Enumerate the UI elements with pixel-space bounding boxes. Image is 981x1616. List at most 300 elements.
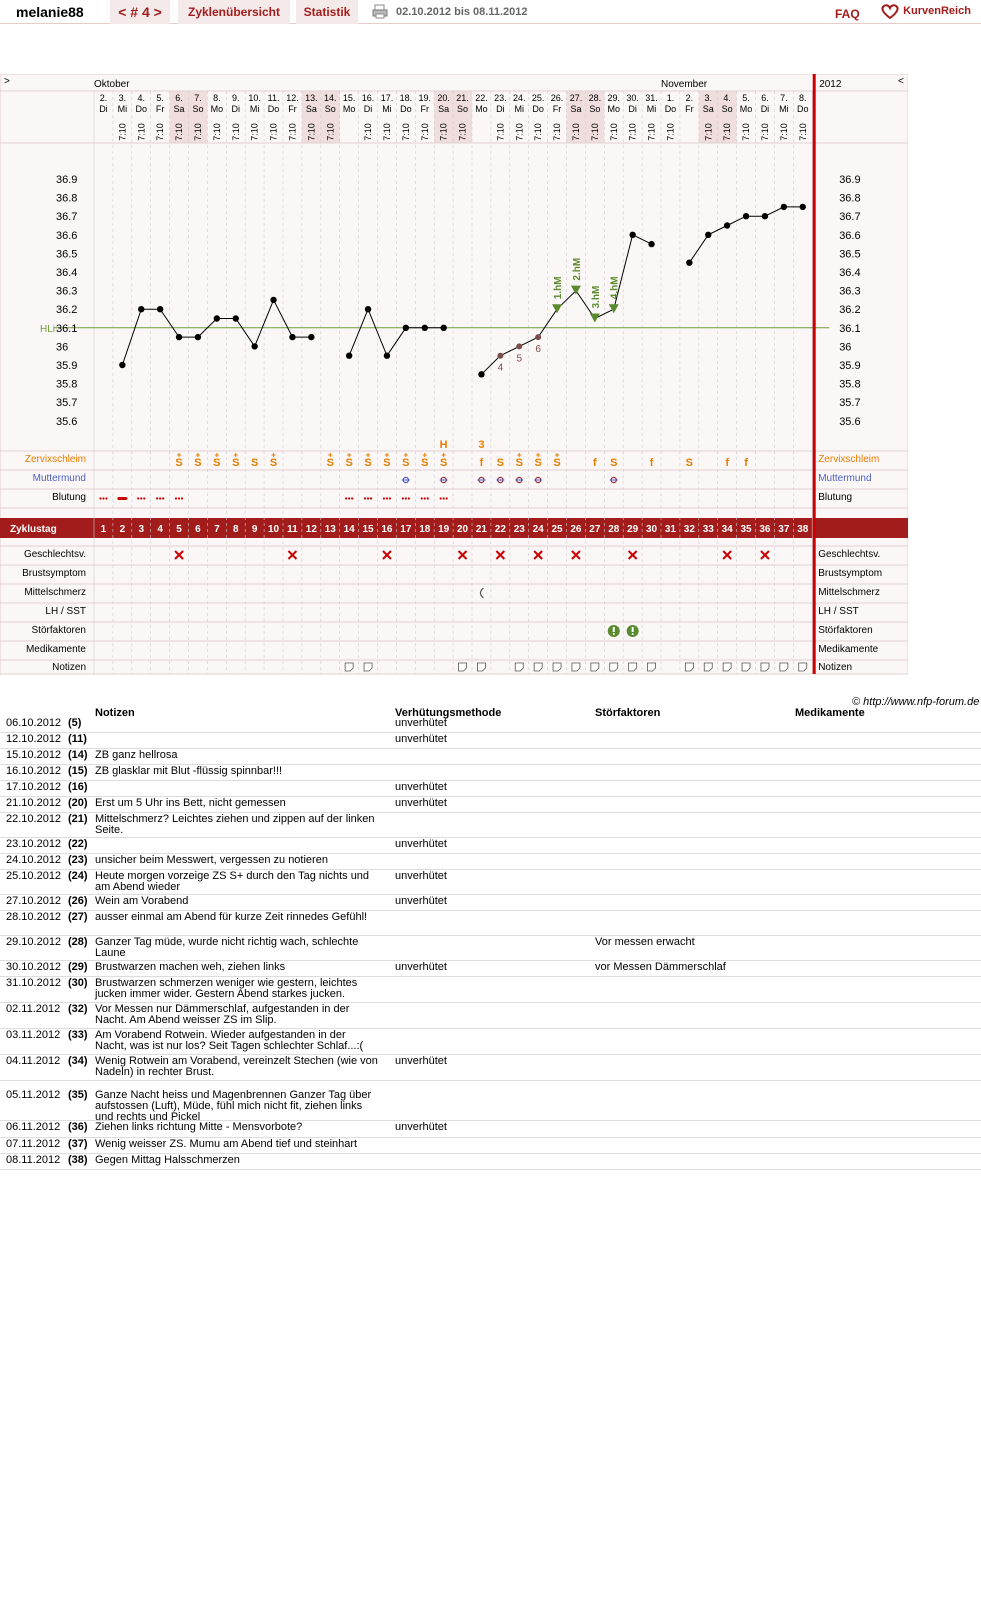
measure-time: 7:10	[759, 123, 770, 141]
note-contraception: unverhütet	[395, 1121, 447, 1133]
temperature-point	[384, 353, 390, 359]
y-tick-left: 35.9	[56, 360, 78, 372]
weekday-label: Do	[135, 104, 148, 114]
notes-header-notizen: Notizen	[95, 707, 135, 719]
count-label: 6	[535, 344, 541, 356]
disturbance-icon-bar	[632, 627, 634, 632]
y-tick-right: 35.6	[839, 415, 861, 428]
temperature-point	[119, 362, 125, 368]
cycle-day-number: 7	[214, 524, 220, 535]
measure-time: 7:10	[211, 123, 222, 141]
day-number: 7.	[780, 93, 788, 103]
measure-time: 7:10	[778, 123, 789, 141]
statistics-button[interactable]: Statistik	[296, 0, 358, 24]
day-number: 6.	[761, 93, 769, 103]
measure-time: 7:10	[381, 123, 392, 141]
note-row	[0, 1003, 981, 1029]
weekday-label: Do	[796, 104, 809, 114]
day-number: 7.	[194, 93, 202, 103]
note-contraception: unverhütet	[395, 870, 447, 882]
note-cycle-day: (30)	[68, 977, 88, 989]
notes-header-stoerfaktoren: Störfaktoren	[595, 707, 661, 719]
faq-link[interactable]: FAQ	[835, 7, 860, 21]
zyklustag-band	[0, 518, 908, 538]
note-text: Erst um 5 Uhr ins Bett, nicht gemessen	[95, 797, 286, 809]
printer-icon[interactable]	[372, 4, 388, 19]
note-row	[0, 1154, 981, 1170]
note-date: 12.10.2012	[6, 733, 62, 745]
day-number: 22.	[475, 93, 488, 103]
temperature-point	[270, 297, 276, 303]
cycle-day-number: 25	[551, 524, 563, 535]
note-date: 25.10.2012	[6, 870, 62, 882]
note-text: Wein am Vorabend	[95, 895, 189, 907]
temperature-point	[251, 343, 257, 349]
measure-time: 7:10	[570, 123, 581, 141]
day-number: 29.	[607, 93, 621, 103]
note-cycle-day: (29)	[68, 961, 88, 973]
hm-label: 1.hM	[553, 276, 565, 300]
note-contraception: unverhütet	[395, 1055, 447, 1067]
cycle-day-number: 34	[721, 524, 733, 535]
day-number: 25.	[531, 93, 545, 103]
cycle-day-number: 12	[305, 524, 317, 535]
cycle-day-number: 29	[627, 524, 639, 535]
cycle-day-number: 32	[683, 524, 695, 535]
measure-time: 7:10	[741, 123, 752, 141]
note-cycle-day: (24)	[68, 870, 88, 882]
row-label-right: Geschlechtsv.	[818, 549, 881, 560]
cycle-day-number: 27	[589, 524, 601, 535]
note-date: 04.11.2012	[6, 1055, 61, 1067]
weekday-label: Di	[496, 104, 505, 114]
note-date: 15.10.2012	[6, 749, 62, 761]
bleeding-mark	[424, 497, 426, 499]
temperature-point	[138, 306, 144, 312]
day-number: 31.	[645, 93, 658, 103]
note-cycle-day: (35)	[68, 1089, 88, 1101]
day-number: 17.	[380, 93, 394, 103]
zyklustag-label: Zyklustag	[10, 524, 57, 535]
y-tick-left: 36.3	[56, 285, 78, 298]
day-number: 4.	[723, 93, 731, 103]
day-number: 26.	[550, 93, 564, 103]
note-contraception: unverhütet	[395, 895, 447, 907]
count-label: 5	[516, 353, 523, 365]
note-cycle-day: (16)	[68, 781, 88, 793]
note-row	[0, 936, 981, 961]
cycle-overview-button[interactable]: Zyklenübersicht	[178, 0, 290, 24]
bleeding-mark	[389, 497, 391, 499]
cycle-day-number: 19	[438, 524, 450, 535]
zervix-mark: S	[383, 457, 391, 469]
cycle-day-number: 24	[532, 524, 544, 535]
note-contraception: unverhütet	[395, 717, 447, 729]
day-number: 5.	[742, 93, 750, 103]
weekday-label: Mi	[382, 104, 392, 114]
measure-time: 7:10	[325, 123, 336, 141]
note-cycle-day: (32)	[68, 1003, 88, 1015]
day-number: 9.	[231, 93, 240, 103]
month-label: Oktober	[94, 79, 130, 90]
weekday-label: Mi	[249, 104, 260, 114]
hili-label: HLi	[40, 323, 56, 335]
y-tick-right: 36.3	[839, 285, 861, 298]
weekday-label: So	[192, 104, 204, 114]
note-text: Gegen Mittag Halsschmerzen	[95, 1154, 240, 1166]
day-number: 18.	[399, 93, 413, 103]
measure-time: 7:10	[646, 123, 657, 141]
temperature-point	[724, 222, 730, 228]
note-text: ausser einmal am Abend für kurze Zeit rinnedes Gefühl!	[95, 911, 368, 923]
measure-time: 7:10	[419, 123, 430, 141]
measure-time: 7:10	[552, 123, 563, 141]
cycle-day-number: 11	[287, 524, 298, 535]
username: melanie88	[16, 4, 84, 20]
note-cycle-day: (21)	[68, 813, 88, 825]
disturbance-icon-bar	[613, 627, 615, 632]
note-cycle-day: (22)	[68, 838, 88, 850]
cycle-day-number: 9	[251, 524, 258, 535]
note-text: ZB glasklar mit Blut -flüssig spinnbar!!!	[95, 765, 283, 777]
measure-time: 7:10	[722, 123, 733, 141]
note-disturbance: vor Messen Dämmerschlaf	[595, 961, 726, 973]
temperature-point	[762, 213, 768, 219]
row-label-left: Geschlechtsv.	[23, 549, 86, 560]
weekday-label: Mo	[342, 104, 356, 114]
day-number: 11.	[267, 93, 280, 103]
cycle-day-number: 33	[702, 524, 714, 535]
measure-time: 7:10	[438, 123, 449, 141]
note-cycle-day: (11)	[68, 733, 87, 745]
weekday-label: Mo	[739, 104, 753, 114]
bleeding-mark	[345, 497, 347, 499]
note-text: ZB ganz hellrosa	[95, 749, 178, 761]
note-row	[0, 717, 981, 733]
note-text: Brustwarzen schmerzen weniger wie gestern, leichtes jucken immer wider. Gestern Abend starkes jucken.	[95, 977, 358, 1000]
measure-time: 7:10	[363, 123, 374, 141]
y-tick-right: 36.4	[839, 267, 861, 279]
y-tick-left: 36.5	[56, 248, 78, 261]
note-date: 30.10.2012	[6, 961, 62, 973]
cycle-day-number: 38	[797, 524, 809, 535]
hm-label: 3.hM	[590, 285, 602, 309]
day-number: 19.	[418, 93, 432, 103]
note-date: 31.10.2012	[6, 977, 62, 989]
note-cycle-day: (38)	[68, 1154, 88, 1166]
weekday-label: Do	[267, 104, 280, 114]
cycle-day-number: 17	[400, 524, 412, 535]
note-row	[0, 961, 981, 977]
measure-time: 7:10	[797, 123, 808, 141]
note-date: 27.10.2012	[6, 895, 62, 907]
cycle-day-number: 1	[100, 524, 107, 535]
zervix-mark: f	[649, 457, 654, 469]
measure-time: 7:10	[174, 123, 185, 141]
day-number: 23.	[494, 93, 507, 103]
note-text: Heute morgen vorzeige ZS S+ durch den Tag nichts und am Abend wieder	[95, 870, 370, 893]
note-cycle-day: (33)	[68, 1029, 88, 1041]
zervix-mark: S	[534, 457, 542, 469]
day-number: 15.	[342, 93, 356, 103]
bleeding-mark	[143, 497, 145, 499]
y-tick-right: 35.9	[839, 360, 861, 372]
note-date: 02.11.2012	[6, 1003, 61, 1015]
y-tick-left: 36	[56, 341, 69, 354]
measure-time: 7:10	[665, 123, 676, 141]
note-date: 24.10.2012	[6, 854, 62, 866]
zervix-mark: f	[479, 457, 484, 469]
note-date: 17.10.2012	[6, 781, 62, 793]
nav-next-arrow: <	[898, 76, 904, 87]
zervix-mark: f	[744, 457, 748, 469]
temperature-point	[422, 325, 428, 331]
measure-time: 7:10	[703, 123, 714, 141]
measure-time: 7:10	[155, 123, 166, 141]
notes-header-verhuetung: Verhütungsmethode	[395, 707, 502, 719]
count-label: 4	[497, 362, 504, 374]
note-text: Wenig Rotwein am Vorabend, vereinzelt Stechen (wie von Nadeln) in rechter Brust.	[95, 1055, 378, 1078]
y-tick-left: 36.1	[56, 322, 78, 335]
note-date: 06.10.2012	[6, 717, 62, 729]
note-contraception: unverhütet	[395, 961, 447, 973]
temperature-point	[686, 260, 692, 266]
y-tick-right: 36	[839, 341, 852, 354]
temperature-point	[743, 213, 749, 219]
y-tick-right: 36.7	[839, 211, 861, 224]
cycle-day-number: 30	[645, 524, 658, 535]
weekday-label: So	[457, 104, 469, 114]
measure-time: 7:10	[589, 123, 600, 141]
measure-time: 7:10	[533, 123, 544, 141]
day-number: 2.	[685, 93, 694, 103]
bleeding-mark	[156, 497, 158, 499]
bleeding-mark	[99, 497, 101, 499]
month-label: November	[661, 79, 708, 90]
note-cycle-day: (23)	[68, 854, 88, 866]
zervix-mark: S	[250, 457, 259, 469]
note-text: Ganze Nacht heiss und Magenbrennen Ganzer Tag über aufstossen (Luft), Müde, fühl mich nicht fit, ziehen links und rechts und Pickel	[95, 1089, 372, 1123]
measure-time: 7:10	[268, 123, 279, 141]
row-label-right: Medikamente	[818, 644, 879, 655]
y-tick-left: 36.4	[56, 267, 78, 279]
bleeding-mark	[386, 497, 388, 499]
row-label-left: Zervixschleim	[24, 454, 86, 465]
zervix-mark: S	[515, 457, 523, 469]
bleeding-mark	[351, 497, 353, 499]
measure-time: 7:10	[136, 123, 147, 141]
weekday-label: Fr	[288, 104, 297, 114]
temperature-point	[365, 306, 371, 312]
weekday-label: Sa	[702, 104, 714, 114]
temperature-point	[214, 315, 220, 321]
weekday-label: Di	[231, 104, 240, 114]
temperature-point	[705, 232, 711, 238]
disturbance-icon-dot	[613, 633, 615, 635]
y-tick-right: 36.1	[839, 322, 861, 335]
zervix-mark: S	[496, 457, 505, 469]
bleeding-mark	[402, 497, 404, 499]
zervix-mark: S	[421, 457, 429, 469]
note-date: 08.11.2012	[6, 1154, 61, 1166]
day-number: 2.	[99, 93, 108, 103]
cycle-day-number: 28	[608, 524, 620, 535]
day-number: 3.	[118, 93, 127, 103]
day-number: 1.	[666, 93, 675, 103]
note-text: Ganzer Tag müde, wurde nicht richtig wach, schlechte Laune	[95, 936, 359, 959]
temperature-chart	[0, 74, 908, 694]
bleeding-mark	[140, 497, 142, 499]
note-row	[0, 911, 981, 936]
top-navigation-bar	[0, 0, 981, 24]
cycle-day-number: 15	[362, 524, 374, 535]
y-tick-right: 36.8	[839, 192, 861, 205]
measure-time: 7:10	[306, 123, 317, 141]
measure-time: 7:10	[627, 123, 638, 141]
weekday-label: Di	[760, 104, 770, 114]
note-date: 28.10.2012	[6, 911, 62, 923]
logo[interactable]	[880, 0, 971, 23]
y-tick-right: 36.5	[839, 248, 861, 261]
bleeding-mark	[105, 497, 107, 499]
day-number: 5.	[156, 93, 164, 103]
zervix-mark: S	[269, 457, 278, 469]
y-tick-left: 36.2	[56, 304, 78, 317]
measure-time: 7:10	[608, 123, 619, 141]
zervix-mark: S	[345, 457, 353, 469]
note-row	[0, 765, 981, 781]
bleeding-mark	[137, 497, 139, 499]
row-label-left: Mittelschmerz	[24, 587, 86, 598]
note-row	[0, 870, 981, 895]
note-row	[0, 813, 981, 838]
note-text: Am Vorabend Rotwein. Wieder aufgestanden in der Nacht, was ist nur los? Seit Tagen schlechter Schlaf...:(	[95, 1029, 364, 1052]
day-number: 21.	[456, 93, 469, 103]
temperature-point	[629, 232, 635, 238]
row-label-right: Notizen	[818, 662, 853, 673]
day-number: 24.	[512, 93, 526, 103]
note-date: 06.11.2012	[6, 1121, 61, 1133]
weekday-label: Di	[99, 104, 108, 114]
y-tick-right: 36.9	[839, 174, 861, 186]
bleeding-mark	[440, 497, 442, 499]
y-tick-left: 35.8	[56, 378, 78, 391]
notes-header-medikamente: Medikamente	[795, 707, 865, 719]
cycle-day-number: 13	[324, 524, 336, 535]
h-marker: H	[439, 439, 448, 451]
cycle-selector-button[interactable]: < # 4 >	[110, 0, 170, 24]
weekday-label: Mo	[607, 104, 621, 114]
y-tick-left: 35.7	[56, 397, 78, 410]
bleeding-mark	[367, 497, 369, 499]
weekday-label: Mi	[646, 104, 657, 114]
day-number: 3.	[704, 93, 713, 103]
zervix-mark: f	[725, 457, 729, 469]
measure-time: 7:10	[117, 123, 128, 141]
y-tick-left: 36.6	[56, 229, 78, 242]
cycle-day-number: 37	[778, 524, 790, 535]
temperature-point	[497, 353, 503, 359]
cycle-day-number: 35	[740, 524, 752, 535]
cycle-day-number: 21	[475, 524, 488, 535]
bleeding-mark	[408, 497, 410, 499]
row-label-right: Blutung	[818, 492, 853, 503]
nav-prev-arrow: >	[4, 76, 10, 87]
temperature-point	[800, 204, 806, 210]
measure-time: 7:10	[287, 123, 298, 141]
three-marker: 3	[478, 439, 485, 451]
temperature-point	[535, 334, 541, 340]
weekday-label: Mo	[475, 104, 488, 114]
day-number: 6.	[175, 93, 183, 103]
weekday-label: Mi	[779, 104, 789, 114]
bleeding-mark	[421, 497, 423, 499]
cycle-day-number: 16	[381, 524, 393, 535]
day-number: 4.	[137, 93, 146, 103]
day-number: 20.	[437, 93, 450, 103]
zervix-mark: S	[439, 457, 448, 469]
note-row	[0, 1089, 981, 1121]
note-row	[0, 1138, 981, 1154]
note-disturbance: Vor messen erwacht	[595, 936, 695, 948]
note-row	[0, 1029, 981, 1055]
cycle-day-number: 2	[119, 524, 126, 535]
bleeding-mark	[102, 497, 104, 499]
disturbance-icon-dot	[632, 633, 634, 635]
cycle-day-number: 4	[157, 524, 163, 535]
note-cycle-day: (26)	[68, 895, 88, 907]
hm-label: 4.hM	[609, 276, 621, 300]
copyright: © http://www.nfp-forum.de	[852, 696, 980, 708]
weekday-label: Di	[628, 104, 637, 114]
cycle-day-number: 26	[570, 524, 582, 535]
row-label-right: Brustsymptom	[818, 568, 883, 579]
weekday-label: Sa	[570, 104, 582, 114]
cycle-day-number: 23	[513, 524, 525, 535]
weekday-label: Sa	[438, 104, 450, 114]
y-tick-right: 36.6	[839, 229, 861, 242]
weekday-label: Sa	[173, 104, 185, 114]
zervix-mark: S	[175, 457, 183, 469]
cycle-day-number: 18	[419, 524, 431, 535]
temperature-point	[308, 334, 314, 340]
day-number: 8.	[798, 93, 807, 103]
note-cycle-day: (5)	[68, 717, 82, 729]
weekday-label: So	[324, 104, 336, 114]
zervix-mark: S	[232, 457, 240, 469]
weekday-label: Fr	[420, 104, 429, 114]
zervix-mark: f	[593, 457, 597, 469]
y-tick-left: 36.8	[56, 192, 78, 205]
note-text: unsicher beim Messwert, vergessen zu notieren	[95, 854, 328, 866]
note-row	[0, 797, 981, 813]
note-text: Mittelschmerz? Leichtes ziehen und zippen auf der linken Seite.	[95, 813, 375, 836]
note-text: Vor Messen nur Dämmerschlaf, aufgestanden in der Nacht. Am Abend weisser ZS im Slip.	[95, 1003, 350, 1026]
row-label-left: Medikamente	[25, 644, 86, 655]
note-row	[0, 749, 981, 765]
temperature-point	[289, 334, 295, 340]
note-row	[0, 895, 981, 911]
date-range: 02.10.2012 bis 08.11.2012	[396, 6, 528, 18]
year-label: 2012	[819, 79, 842, 90]
note-cycle-day: (28)	[68, 936, 88, 948]
note-row	[0, 733, 981, 749]
bleeding-mark	[446, 497, 448, 499]
row-label-left: Störfaktoren	[31, 625, 86, 636]
weekday-label: Sa	[305, 104, 317, 114]
y-tick-left: 35.6	[56, 415, 78, 428]
y-tick-right: 35.8	[839, 378, 861, 391]
